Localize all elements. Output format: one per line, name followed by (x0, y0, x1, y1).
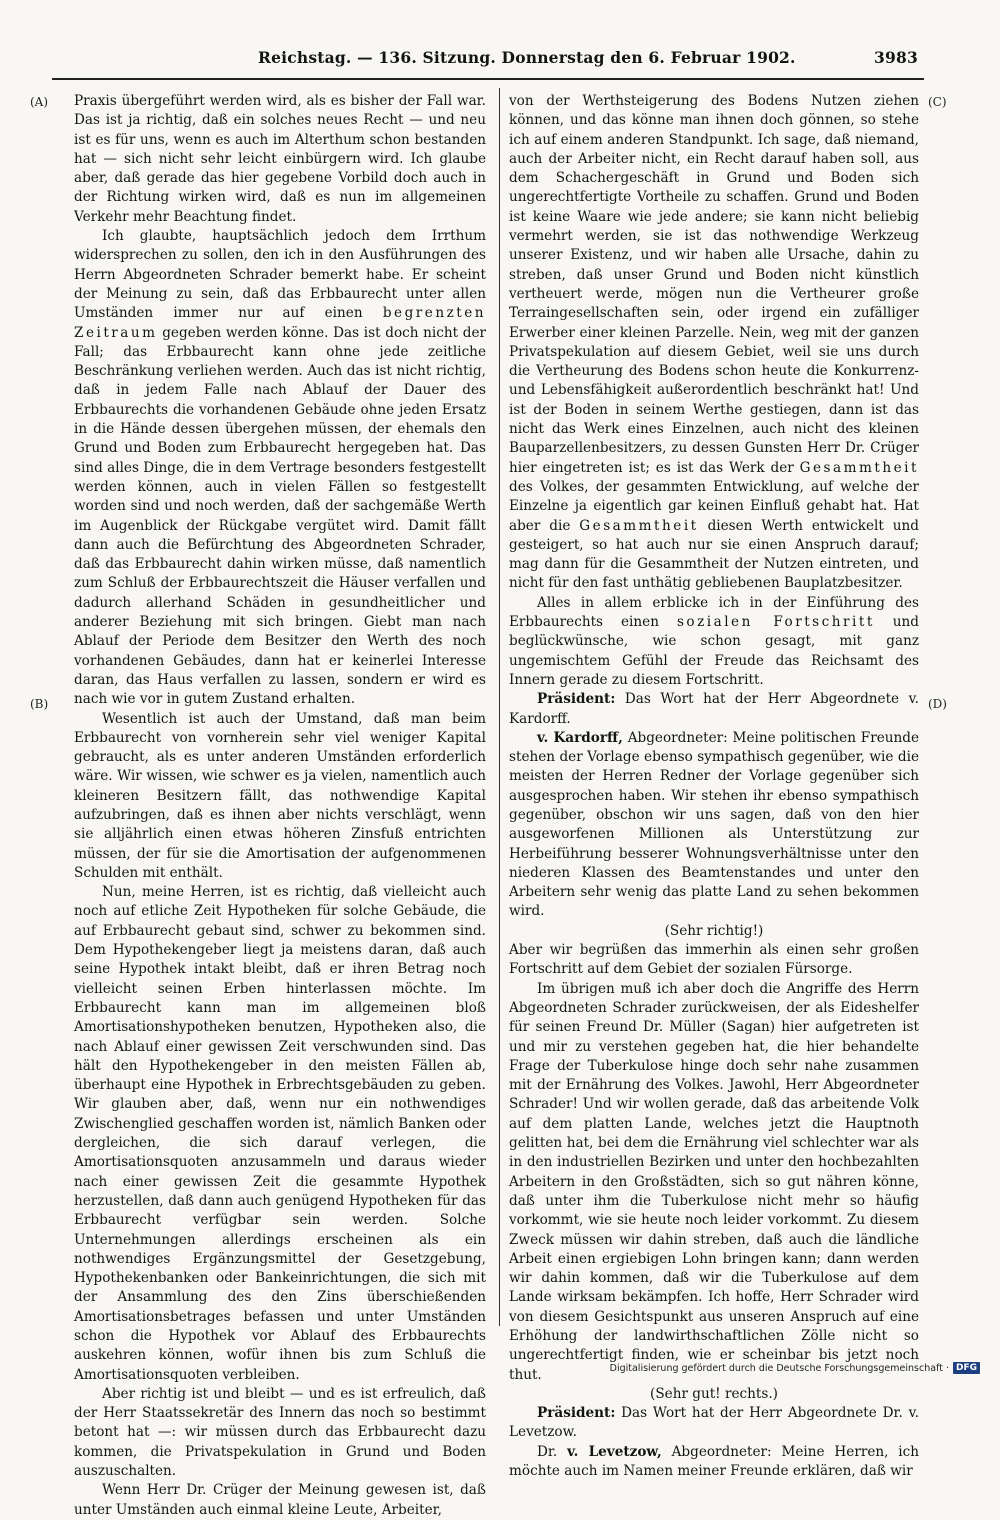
speaker-label: v. Kardorff, (537, 729, 623, 746)
text-run: Abgeordneter: Meine politischen Freunde stehen der Vorlage ebenso sympathisch gegenüber, wie die meisten der Herren Redner der Vorlage gegenüber sich ausgesprochen haben. Wir stehen ihr ebenso sympathisch gegenüber, obschon wir uns sagen, daß von den hier ausgeworfenen Millionen als Unterstützung zur Herbeiführung besserer Wohnungsverhältnisse unter den niederen Klassen des Beamtenstandes und unter den Arbeitern sehr wenig das platte Land zu sehen bekommen wird. (509, 729, 920, 920)
paragraph: Aber wir begrüßen das immerhin als einen sehr großen Fortschritt auf dem Gebiet der sozialen Fürsorge. (509, 942, 919, 978)
text-run: Dr. (537, 1443, 568, 1460)
spaced-emphasis: sozialen Fortschritt (676, 614, 875, 631)
header-title: Reichstag. — 136. Sitzung. Donnerstag den 6. Februar 1902. (258, 48, 796, 67)
page-number: 3983 (874, 48, 918, 67)
text-run: Ich glaubte, hauptsächlich jedoch dem Irrthum widersprechen zu sollen, den ich in den Ausführungen des Herrn Abgeordneten Schrader bemerkt habe. Er scheint der Meinung zu sein, daß das Erbbaurecht unter allen Umständen immer nur auf einen (74, 228, 486, 322)
margin-mark-a: (A) (30, 95, 49, 109)
left-column (74, 92, 486, 1520)
footer-credit (610, 1360, 980, 1376)
spaced-emphasis: begrenzten Zeitraum (74, 305, 486, 341)
paragraph (509, 92, 919, 594)
speaker-paragraph (509, 1443, 919, 1482)
header-rule (52, 78, 924, 80)
paragraph: Praxis übergeführt werden wird, als es bisher der Fall war. Das ist ja richtig, daß ein solches neues Recht — und neu ist es für uns, wenn es auch im Alterthum schon bestanden hat — sich nicht sehr leicht einbürgern wird. Ich glaube aber, daß gerade das hier gegebene Vorbild doch auch in der Richtung wirken wird, daß es nun im allgemeinen Verkehr mehr Beachtung findet. (74, 93, 486, 225)
speaker-label: Präsident: (537, 1405, 616, 1422)
interjection: (Sehr richtig!) (664, 922, 764, 939)
text-run: gegeben werden könne. Das ist doch nicht der Fall; das Erbbaurecht kann ohne jede zeitliche Beschränkung verliehen werden. Auch das ist nicht richtig, daß in jedem Falle nach Ablauf der Dauer des Erbbaurechts die vorhandenen Gebäude ohne jeden Ersatz in die Hände dessen übergehen müssen, der ehemals den Grund und Boden zum Erbbaurecht hergegeben hat. Das sind alles Dinge, die in dem Vertrage besonders festgestellt werden können, auch in vielen Fällen so festgestellt worden sind und noch werden, daß der sachgemäße Werth im Augenblick der Rückgabe vergütet wird. Damit fällt dann auch die Befürchtung des Abgeordneten Schrader, daß das Erbbaurecht dahin wirken müsse, daß namentlich zum Schluß der Erbbaurechtszeit die Häuser verfallen und dadurch allerhand Schäden in gesundheitlicher und anderer Beziehung mit sich bringen. Giebt man nach Ablauf der Periode dem Besitzer den Werth des noch vorhandenen Gebäudes, dann hat er keinerlei Interesse daran, das Haus verfallen zu lassen, sondern er wird es nach wie vor in gutem Zustand erhalten. (74, 324, 486, 708)
spaced-emphasis: Gesammtheit (579, 517, 699, 534)
text-run: des Volkes, der gesammten Entwicklung, auf welche der Einzelne ja eigentlich gar keinen Einfluß gehabt hat. Hat aber die (509, 478, 919, 534)
margin-mark-d: (D) (928, 697, 947, 711)
text-run: Das Wort hat der Herr Abgeordnete Dr. v. Levetzow. (509, 1405, 919, 1441)
speaker-label: v. Levetzow, (567, 1443, 662, 1460)
paragraph: Wenn Herr Dr. Crüger der Meinung gewesen ist, daß unter Umständen auch einmal kleine Leute, Arbeiter, (74, 1482, 486, 1518)
speaker-paragraph (509, 1404, 919, 1443)
text-run: und beglückwünsche, wie schon gesagt, mit ganz ungemischtem Gefühl der Freude das Reichsamt des Innern gerade zu diesem Fortschritt. (509, 614, 919, 688)
text-run: Abgeordneter: Meine Herren, ich möchte auch im Namen meiner Freunde erklären, daß wir (509, 1443, 919, 1480)
interjection: (Sehr gut! rechts.) (650, 1385, 778, 1402)
column-divider (499, 88, 500, 1326)
paragraph (74, 227, 486, 709)
paragraph: Aber richtig ist und bleibt — und es ist erfreulich, daß der Herr Staatssekretär des Innern das noch so bestimmt betont hat —: wir müssen durch das Erbbaurecht dazu kommen, die Privatspekulation in Grund und Boden auszuschalten. (74, 1385, 486, 1480)
margin-mark-c: (C) (928, 95, 947, 109)
text-run: Alles in allem erblicke ich in der Einführung des Erbbaurechts einen (509, 594, 919, 631)
footer-text: Digitalisierung gefördert durch die Deutsche Forschungsgemeinschaft · (609, 1362, 949, 1374)
spaced-emphasis: Gesammtheit (799, 459, 919, 476)
paragraph (509, 594, 919, 690)
speaker-paragraph (509, 729, 919, 922)
paragraph: Wesentlich ist auch der Umstand, daß man beim Erbbaurecht von vornherein sehr viel weniger Kapital gebraucht, als es unter anderen Umständen erforderlich wäre. Wir wissen, wie schwer es ja vielen, namentlich auch kleineren Besitzern fällt, das nothwendige Kapital aufzubringen, daß es ihnen aber nichts verschlägt, wenn sie alljährlich einen etwas höheren Zinsfuß entrichten müssen, der für sie die Amortisation der aufgenommenen Schulden mit enthält. (74, 710, 486, 881)
text-run: Das Wort hat der Herr Abgeordnete v. Kardorff. (509, 691, 919, 727)
speaker-label: Präsident: (537, 691, 616, 708)
margin-mark-b: (B) (30, 697, 49, 711)
page-header (258, 46, 918, 72)
dfg-logo: DFG (953, 1362, 980, 1374)
paragraph: Im übrigen muß ich aber doch die Angriffe des Herrn Abgeordneten Schrader zurückweisen, der als Eideshelfer für seinen Freund Dr. Müller (Sagan) hier aufgetreten ist und mir zu verstehen gegeben hat, die hier behandelte Frage der Tuberkulose hinge doch sehr nahe zusammen mit der Ernährung des Volkes. Jawohl, Herr Abgeordneter Schrader! Und wir wollen gerade, daß das arbeitende Volk auf dem platten Lande, welches jetzt die Hauptnoth gelitten hat, bei dem die Ernährung viel schlechter war als in den industriellen Bezirken und unter den hochbezahlten Arbeitern in den Großstädten, sich so gut nähren könne, daß unter ihm die Tuberkulose nicht mehr so häufig vorkommt, wie sie heute noch leider vorkommt. Zu diesem Zweck müssen wir dahin streben, daß auch die ländliche Arbeit einen ergiebigen Lohn bringen kann; dann werden wir dahin kommen, daß wir die Tuberkulose auf dem Lande wirksam bekämpfen. Ich hoffe, Herr Schrader wird von diesem Gesichtspunkt aus unseren Anspruch auf eine Erhöhung der landwirthschaftlichen Zölle nicht so ungerechtfertigt finden, wie er scheinbar bis jetzt noch thut. (509, 980, 919, 1383)
speaker-paragraph (509, 690, 919, 729)
right-column (509, 92, 919, 1481)
text-run: von der Werthsteigerung des Bodens Nutzen ziehen können, und das könne man ihnen doch gönnen, so stehe ich auf einem anderen Standpunkt. Ich sage, daß niemand, auch der Arbeiter nicht, ein Recht darauf haben soll, aus dem Schachergeschäft in Grund und Boden sich ungerechtfertigte Vortheile zu schaffen. Grund und Boden ist keine Waare wie jede andere; sie kann nicht beliebig vermehrt werden, sie ist das nothwendige Werkzeug unserer Existenz, und wir haben alle Ursache, dahin zu streben, daß unser Grund und Boden nicht künstlich vertheuert werde, mögen nun die Vertheurer große Terraingesellschaften sein, oder irgend ein zufälliger Erwerber einer kleinen Parzelle. Nein, weg mit der ganzen Privatspekulation auf diesem Gebiet, weil sie uns durch die Vertheurung des Bodens schon heute die Konkurrenz- und Lebensfähigkeit außerordentlich beschränkt hat! Und ist der Boden in seinem Werthe gestiegen, dann ist das nicht das Werk eines Einzelnen, auch nicht des kleinen Bauparzellenbesitzers, zu dessen Gunsten Herr Dr. Crüger hier eingetreten ist; es ist das Werk der (509, 93, 919, 476)
paragraph: Nun, meine Herren, ist es richtig, daß vielleicht auch noch auf etliche Zeit Hypotheken für solche Gebäude, die auf Erbbaurecht gebaut sind, schwer zu bekommen sind. Dem Hypothekengeber liegt ja meistens daran, daß auch seine Hypothek intakt bleibt, daß er ihren Betrag noch vielleicht seinen Erben hinterlassen möchte. Im Erbbaurecht kann man im allgemeinen bloß Amortisationshypotheken benutzen, Hypotheken also, die nach Ablauf einer gewissen Zeit verschwunden sind. Das hält den Hypothekengeber in den meisten Fällen ab, überhaupt eine Hypothek in Erbrechtsgebäuden zu geben. Wir glauben aber, daß, wenn nur ein nothwendiges Zwischenglied geschaffen worden ist, nämlich Banken oder dergleichen, die sich darauf verlegen, die Amortisationsquoten anzusammeln und daraus wieder nach einer gewissen Zeit die gesammte Hypothek herzustellen, daß dann auch genügend Hypotheken für das Erbbaurecht verfügbar sein werden. Solche Unternehmungen allerdings erscheinen als ein nothwendiges Ergänzungsmittel der Gesetzgebung, Hypothekenbanken oder Bankeinrichtungen, die sich mit der Ansammlung des den Zins überschießenden Amortisationsbetrages befassen und unter Umständen schon die Hypothek vor Ablauf des Erbbaurechts auskehren können, wofür ihnen bis zum Schluß die Amortisationsquoten verbleiben. (74, 884, 486, 1383)
text-run: diesen Werth entwickelt und gesteigert, so hat auch nur sie einen Anspruch darauf; mag dann für die Gesammtheit der Nutzen eintreten, und nicht für den fast unthätig gebliebenen Bauplatzbesitzer. (509, 517, 919, 592)
